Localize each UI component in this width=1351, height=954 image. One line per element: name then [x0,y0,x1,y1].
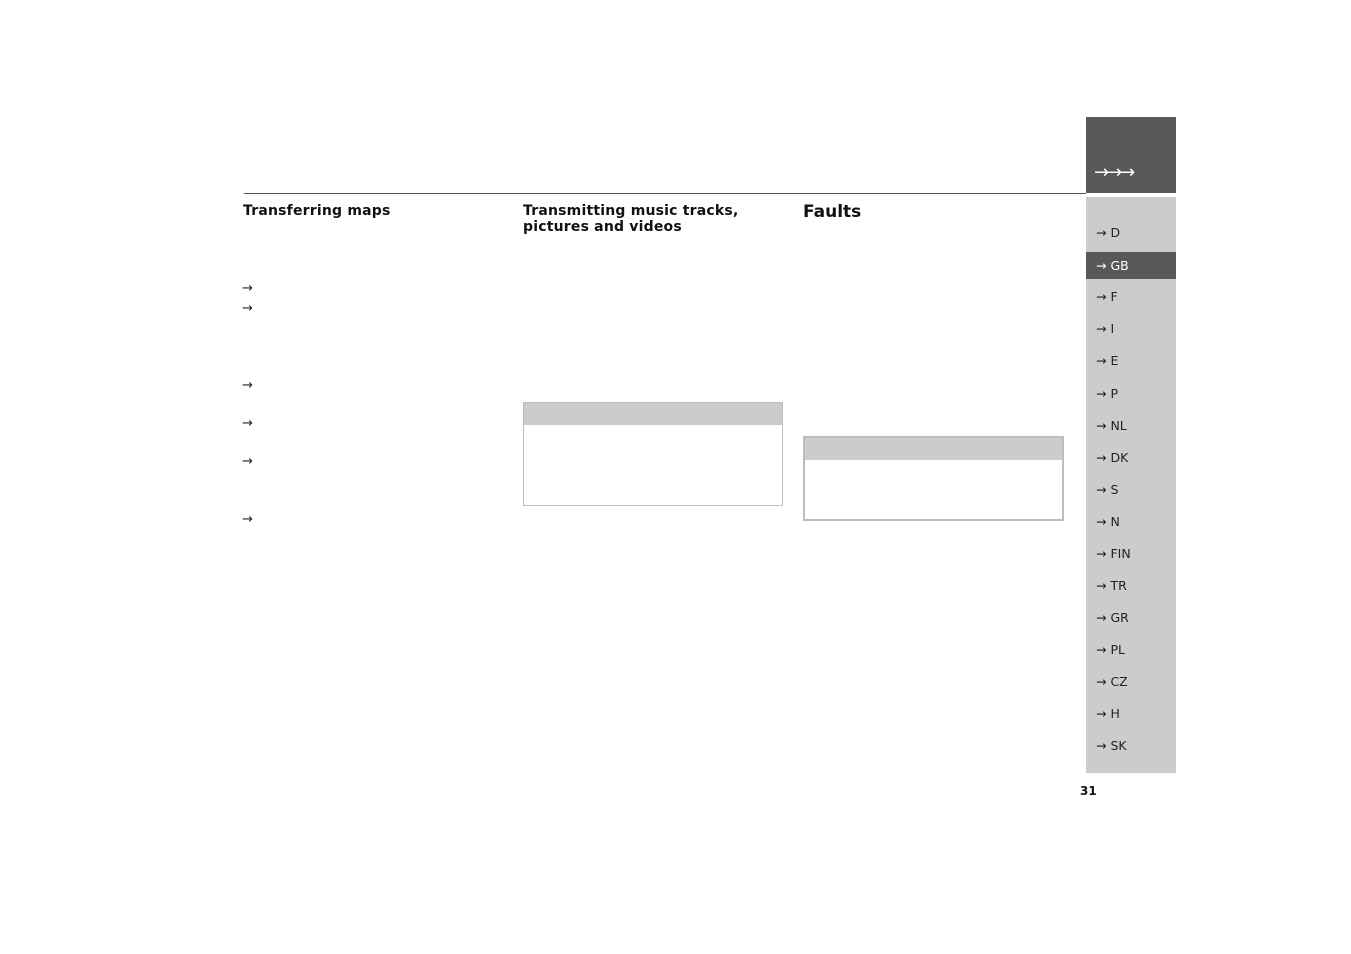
lang-tab-i[interactable]: → I [1096,321,1115,336]
header-rule [244,193,1086,194]
lang-tab-dk[interactable]: → DK [1096,450,1129,465]
language-sidebar [1086,197,1176,773]
step-arrow-icon: → [242,378,253,393]
note-box-media [523,402,783,506]
step-arrow-icon: → [242,301,253,316]
heading-transferring-maps: Transferring maps [243,203,391,219]
page-number: 31 [1080,784,1097,798]
heading-transmitting-media: Transmitting music tracks, pictures and videos [523,203,739,235]
lang-tab-pl[interactable]: → PL [1096,642,1125,657]
lang-tab-n[interactable]: → N [1096,514,1120,529]
lang-tab-d[interactable]: → D [1096,225,1121,240]
lang-tab-tr[interactable]: → TR [1096,578,1127,593]
step-arrow-icon: → [242,512,253,527]
lang-tab-cz[interactable]: → CZ [1096,674,1128,689]
lang-tab-f[interactable]: → F [1096,289,1118,304]
triple-arrow-icon: →→→ [1094,162,1134,183]
lang-tab-gb[interactable]: → GB [1086,252,1176,279]
step-arrow-icon: → [242,454,253,469]
lang-tab-gr[interactable]: → GR [1096,610,1129,625]
step-arrow-icon: → [242,416,253,431]
lang-tab-e[interactable]: → E [1096,353,1119,368]
heading-faults: Faults [803,202,862,222]
step-arrow-icon: → [242,281,253,296]
note-box-header [524,403,782,425]
lang-tab-p[interactable]: → P [1096,386,1118,401]
lang-tab-h[interactable]: → H [1096,706,1120,721]
note-box-header [805,438,1062,460]
lang-tab-s[interactable]: → S [1096,482,1119,497]
lang-tab-nl[interactable]: → NL [1096,418,1127,433]
sidebar-header-block [1086,117,1176,193]
lang-tab-fin[interactable]: → FIN [1096,546,1131,561]
lang-tab-sk[interactable]: → SK [1096,738,1127,753]
note-box-faults [803,436,1064,521]
